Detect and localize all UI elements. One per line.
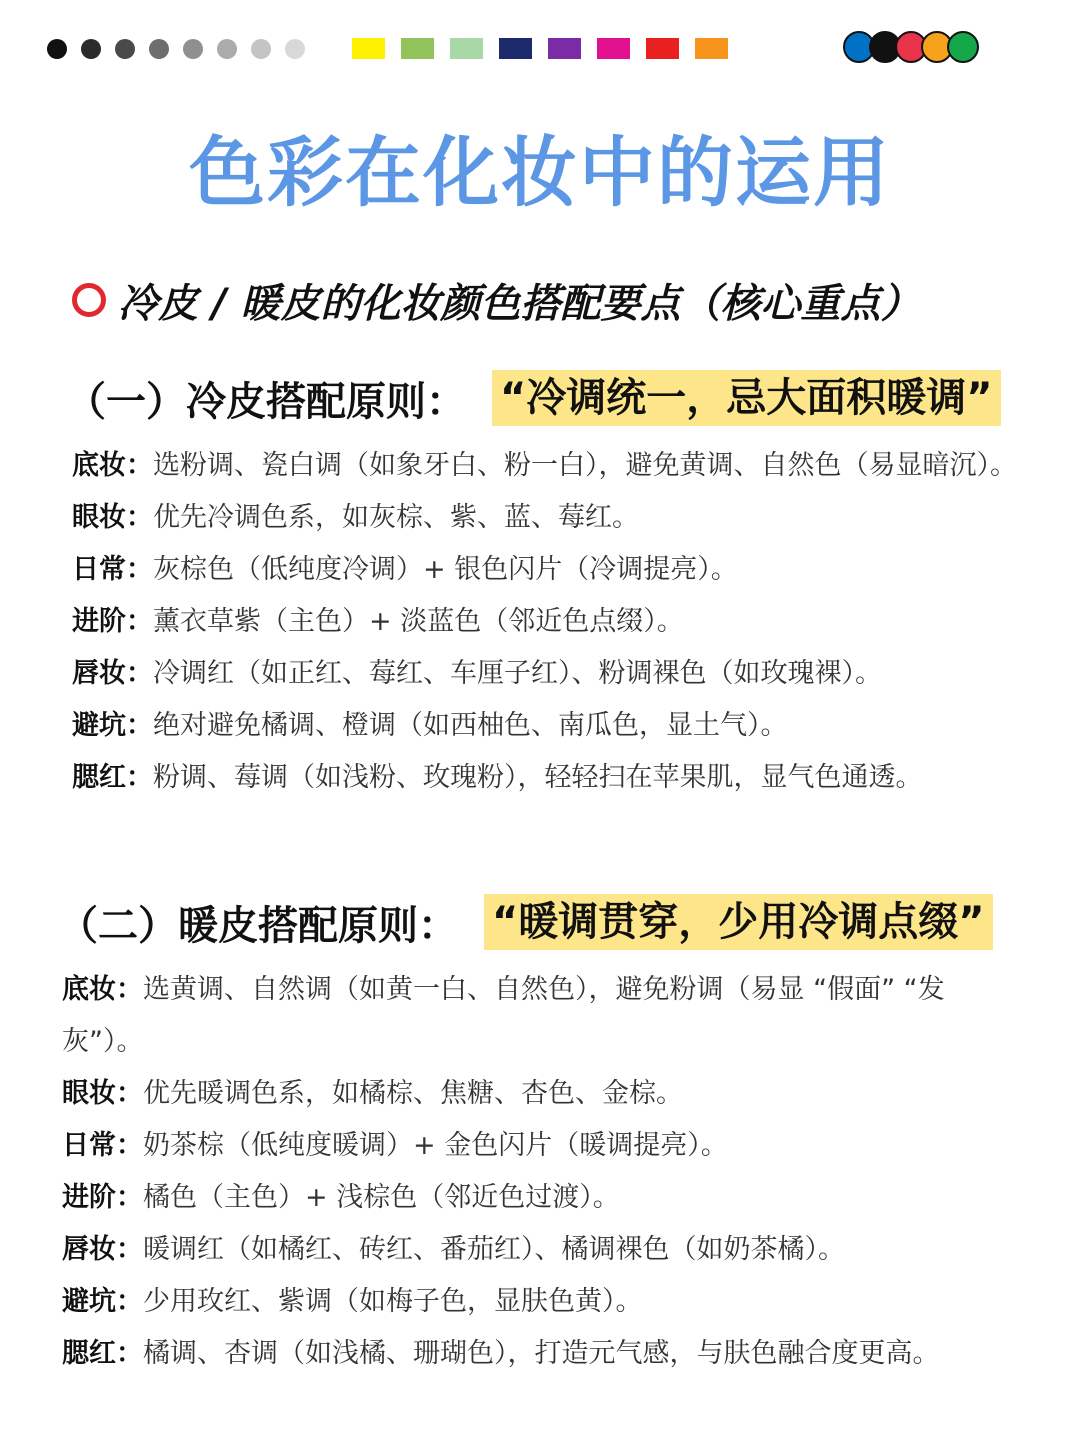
tip-label: 腮红： (62, 1338, 143, 1369)
gray-dot-4 (149, 39, 169, 59)
tip-item (62, 1276, 1012, 1328)
tip-text: 薰衣草紫（主色）+ 淡蓝色（邻近色点缀）。 (153, 606, 684, 637)
tip-item (62, 1328, 1012, 1380)
tip-item (62, 1224, 1012, 1276)
tip-text: 冷调红（如正红、莓红、车厘子红）、粉调裸色（如玫瑰裸）。 (153, 658, 882, 689)
decorative-color-bar (0, 30, 1080, 70)
color-swatch-2 (401, 38, 434, 59)
color-swatch-7 (646, 38, 679, 59)
tip-text: 少用玫红、紫调（如梅子色，显肤色黄）。 (143, 1286, 643, 1317)
tip-item (72, 752, 1022, 804)
page-title: 色彩在化妆中的运用 (189, 128, 891, 217)
tip-text: 灰棕色（低纯度冷调）+ 银色闪片（冷调提亮）。 (153, 554, 738, 585)
color-swatch-6 (597, 38, 630, 59)
tip-item (72, 596, 1022, 648)
cool-tips-list (72, 440, 1022, 804)
gray-dot-7 (251, 39, 271, 59)
gray-dot-1 (47, 39, 67, 59)
tip-text: 优先冷调色系，如灰棕、紫、蓝、莓红。 (153, 502, 639, 533)
gray-dot-3 (115, 39, 135, 59)
gray-dot-5 (183, 39, 203, 59)
tip-text: 粉调、莓调（如浅粉、玫瑰粉），轻轻扫在苹果肌，显气色通透。 (153, 762, 923, 793)
color-swatch-5 (548, 38, 581, 59)
tip-label: 唇妆： (72, 658, 153, 689)
color-swatches-row (352, 38, 728, 59)
warm-highlight-banner: “暖调贯穿，少用冷调点缀” (484, 894, 993, 950)
gray-dot-6 (217, 39, 237, 59)
tip-item (72, 700, 1022, 752)
section-heading-text: 冷皮 / 暖皮的化妆颜色搭配要点（核心重点） (118, 280, 921, 327)
tip-item (62, 1172, 1012, 1224)
color-circle-5 (947, 31, 979, 63)
tip-text: 橘调、杏调（如浅橘、珊瑚色），打造元气感，与肤色融合度更高。 (143, 1338, 940, 1369)
tip-label: 唇妆： (62, 1234, 143, 1265)
tip-label: 日常： (72, 554, 153, 585)
cool-heading-text: （一）冷皮搭配原则： (66, 378, 466, 425)
tip-text: 橘色（主色）+ 浅棕色（邻近色过渡）。 (143, 1182, 620, 1213)
section-heading (72, 272, 920, 328)
tip-label: 底妆： (62, 974, 143, 1005)
color-circles-row (843, 31, 973, 63)
tip-label: 避坑： (62, 1286, 143, 1317)
cool-highlight-banner: “冷调统一，忌大面积暖调” (492, 370, 1001, 426)
tip-text: 优先暖调色系，如橘棕、焦糖、杏色、金棕。 (143, 1078, 683, 1109)
color-swatch-4 (499, 38, 532, 59)
tip-item (72, 544, 1022, 596)
tip-item (72, 648, 1022, 700)
tip-text: 选粉调、瓷白调（如象牙白、粉一白），避免黄调、自然色（易显暗沉）。 (153, 450, 1017, 481)
tip-label: 眼妆： (72, 502, 153, 533)
tip-item (62, 1068, 1012, 1120)
tip-item (62, 964, 1012, 1068)
warm-heading-text: （二）暖皮搭配原则： (58, 902, 458, 949)
tip-label: 底妆： (72, 450, 153, 481)
warm-skin-heading (58, 892, 993, 952)
tip-label: 进阶： (62, 1182, 143, 1213)
color-swatch-3 (450, 38, 483, 59)
gray-dot-8 (285, 39, 305, 59)
tip-text: 选黄调、自然调（如黄一白、自然色），避免粉调（易显 “假面” “发灰”）。 (62, 974, 945, 1057)
color-swatch-1 (352, 38, 385, 59)
red-ring-icon (72, 283, 106, 317)
gray-dots-row (47, 39, 305, 59)
tip-item (72, 440, 1022, 492)
tip-item (62, 1120, 1012, 1172)
tip-label: 眼妆： (62, 1078, 143, 1109)
gray-dot-2 (81, 39, 101, 59)
tip-text: 暖调红（如橘红、砖红、番茄红）、橘调裸色（如奶茶橘）。 (143, 1234, 845, 1265)
tip-label: 进阶： (72, 606, 153, 637)
tip-label: 日常： (62, 1130, 143, 1161)
tip-label: 避坑： (72, 710, 153, 741)
tip-text: 绝对避免橘调、橙调（如西柚色、南瓜色，显土气）。 (153, 710, 788, 741)
warm-tips-list (62, 964, 1012, 1380)
tip-label: 腮红： (72, 762, 153, 793)
color-swatch-8 (695, 38, 728, 59)
tip-text: 奶茶棕（低纯度暖调）+ 金色闪片（暖调提亮）。 (143, 1130, 728, 1161)
cool-skin-heading (66, 368, 1001, 428)
tip-item (72, 492, 1022, 544)
